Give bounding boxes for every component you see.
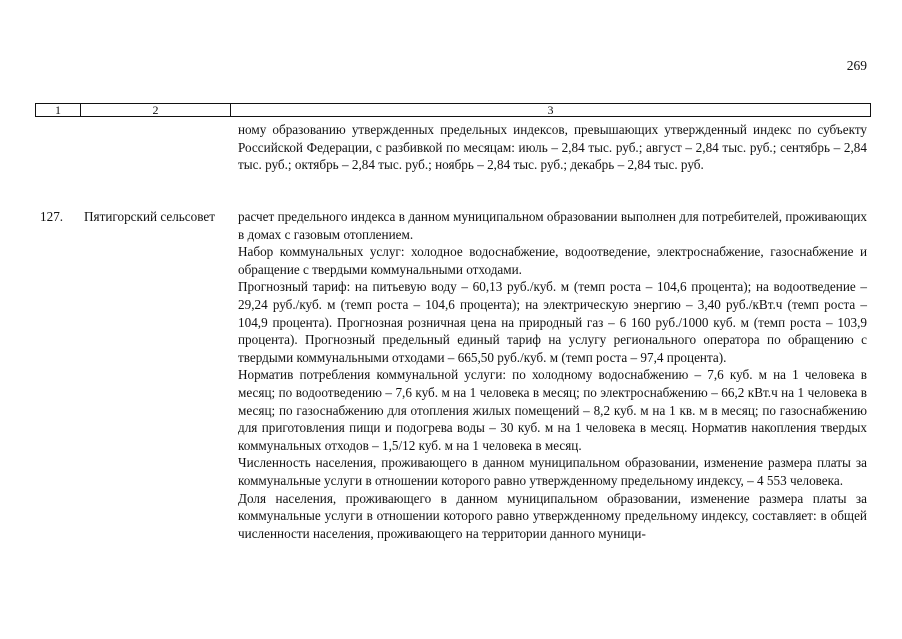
entry-paragraph-population: Численность населения, проживающего в данном муниципальном образовании, изменение размера платы за коммунальные услуги в отношении которого равно утвержденному предельному индексу, – 4 553 человека.	[238, 455, 867, 488]
entry-number: 127.	[40, 209, 64, 224]
entry-paragraph-services: Набор коммунальных услуг: холодное водоснабжение, водоотведение, электроснабжение, газоснабжение и обращение с твердыми коммунальными отходами.	[238, 244, 867, 277]
entry-paragraph-tariffs: Прогнозный тариф: на питьевую воду – 60,13 руб./куб. м (темп роста – 104,6 процента); на водоотведение – 29,24 руб./куб. м (темп роста – 104,6 процента); на электрическую энергию – 3,40 руб./кВт.ч (темп роста – 104,9 процента). Прогнозная розничная цена на природный газ – 6 160 руб./1000 куб. м (темп роста – 103,9 процента). Прогнозный предельный единый тариф на услугу регионального оператора по обращению с твердыми коммунальными отходами – 665,50 руб./куб. м (темп роста – 97,4 процента).	[238, 279, 867, 365]
entry-paragraph-norms: Норматив потребления коммунальной услуги: по холодному водоснабжению – 7,6 куб. м на 1 человека в месяц; по водоотведению – 7,6 куб. м на 1 человека в месяц; по электроснабжению – 66,2 кВт.ч на 1 человека в месяц; по газоснабжению для отопления жилых помещений – 8,2 куб. м на 1 кв. м в месяц; по газоснабжению для приготовления пищи и подогрева воды – 30 куб. м на 1 человека в месяц. Норматив накопления твердых коммунальных отходов – 1,5/12 куб. м на 1 человека в месяц.	[238, 367, 867, 453]
page-number: 269	[846, 58, 867, 73]
table-header-col-2: 2	[81, 104, 231, 116]
entry-paragraph-intro: расчет предельного индекса в данном муниципальном образовании выполнен для потребителей, проживающих в домах с газовым отоплением.	[238, 209, 867, 242]
continuation-paragraph: ному образованию утвержденных предельных индексов, превышающих утвержденный индекс по субъекту Российской Федерации, с разбивкой по месяцам: июль – 2,84 тыс. руб.; август – 2,84 тыс. руб.; сентябрь – 2,84 тыс. руб.; октябрь – 2,84 тыс. руб.; ноябрь – 2,84 тыс. руб.; декабрь – 2,84 тыс. руб.	[238, 122, 867, 173]
entry-name: Пятигорский сельсовет	[84, 209, 216, 224]
entry-paragraph-share: Доля населения, проживающего в данном муниципальном образовании, изменение размера платы за коммунальные услуги в отношении которого равно утвержденному предельному индексу, составляет: в общей численности населения, проживающего на территории данного муници-	[238, 490, 867, 541]
table-header-col-1: 1	[36, 104, 81, 116]
table-header-row	[35, 103, 871, 117]
table-header-col-3: 3	[547, 103, 554, 117]
entry-body	[238, 208, 867, 542]
